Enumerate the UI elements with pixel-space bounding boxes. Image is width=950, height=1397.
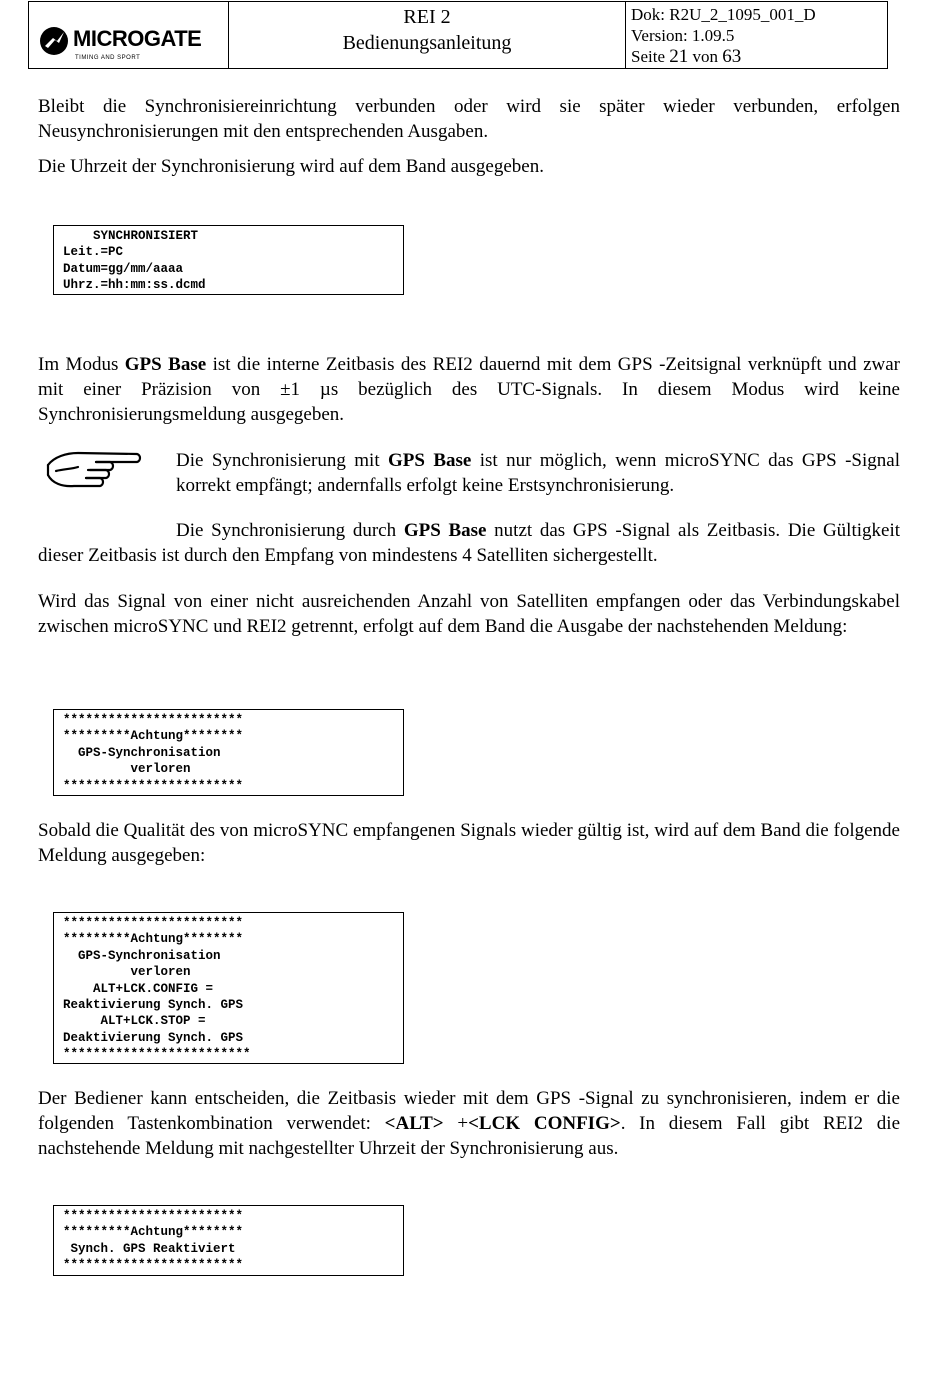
- microgate-logo-icon: [39, 26, 69, 56]
- output-line: *********Achtung********: [63, 1225, 244, 1240]
- note-gps-base-requirement: [176, 448, 900, 498]
- output-box-reactivation-options: [53, 912, 404, 1064]
- pointing-hand-icon: [44, 447, 142, 493]
- text-bold: GPS Base: [387, 450, 472, 471]
- page-total: 63: [722, 46, 742, 67]
- output-line: ALT+LCK.CONFIG =: [63, 981, 214, 996]
- text-run: Im Modus: [38, 354, 125, 375]
- output-line: verloren: [63, 762, 191, 777]
- output-box-reactivated: [53, 1205, 404, 1276]
- output-line: Deaktivierung Synch. GPS: [63, 1030, 244, 1045]
- page-prefix: Seite: [631, 47, 670, 66]
- text-bold: GPS Base: [403, 520, 487, 541]
- title-document: Bedienungsanleitung: [342, 32, 512, 54]
- text-bold: <LCK CONFIG>: [468, 1113, 621, 1134]
- output-line: ************************: [63, 713, 244, 727]
- output-line: ************************: [63, 1209, 244, 1223]
- output-line: GPS-Synchronisation: [63, 948, 221, 963]
- output-line: verloren: [63, 965, 191, 980]
- text-run: . In diesem Fall gibt REI2 die nachstehende Meldung mit nachgestellter Uhrzeit der Synchronisierung aus.: [38, 1113, 901, 1159]
- output-line: *********Achtung********: [63, 932, 244, 947]
- output-line: Leit.=PC: [63, 245, 124, 260]
- header-title: [229, 2, 626, 68]
- text-run: +: [443, 1113, 469, 1134]
- header-meta: [626, 2, 887, 68]
- paragraph-signal-lost: Wird das Signal von einer nicht ausreichenden Anzahl von Satelliten empfangen oder das Verbindungskabel zwischen microSYNC und REI2 getrennt, erfolgt auf dem Band die Ausgabe der nachstehenden Meldung:: [38, 591, 900, 637]
- page-indicator: [631, 46, 887, 67]
- text-bold: GPS Base: [124, 354, 207, 375]
- output-line: *************************: [63, 1047, 251, 1062]
- text-run: ist die interne Zeitbasis des REI2 dauernd mit dem GPS -Zeitsignal verknüpft und zwar mit einer Präzision von ±1 µs bezüglich des UTC-Signals. In diesem Modus wird keine Synchronisierungsmeldung ausgegeben.: [38, 354, 900, 425]
- output-line: Datum=gg/mm/aaaa: [63, 261, 184, 276]
- paragraph-gps-base-mode: [38, 352, 900, 427]
- logo-cell: [29, 2, 229, 68]
- page-number: 21: [669, 46, 689, 67]
- paragraph-key-combination: [38, 1086, 900, 1161]
- page-mid: von: [688, 47, 723, 66]
- output-line: ************************: [63, 1258, 244, 1273]
- output-line: Reaktivierung Synch. GPS: [63, 998, 244, 1013]
- paragraph-sync-time: Die Uhrzeit der Synchronisierung wird auf dem Band ausgegeben.: [38, 156, 544, 177]
- output-box-sync-lost: [53, 709, 404, 796]
- text-run: Der Bediener kann entscheiden, die Zeitbasis wieder mit dem GPS -Signal zu synchronisieren, indem er die folgenden Tastenkombination verwendet:: [38, 1088, 900, 1134]
- output-line: GPS-Synchronisation: [63, 745, 221, 760]
- paragraph-signal-valid-again: Sobald die Qualität des von microSYNC empfangenen Signals wieder gültig ist, wird auf dem Band die folgende Meldung ausgegeben:: [38, 820, 900, 866]
- doc-version: Version: 1.09.5: [631, 26, 735, 45]
- output-line: ************************: [63, 916, 244, 930]
- text-run: Die Synchronisierung durch: [176, 520, 404, 541]
- paragraph-gps-timebase: [38, 518, 900, 568]
- paragraph-resync: Bleibt die Synchronisiereinrichtung verbunden oder wird sie später wieder verbunden, erfolgen Neusynchronisierungen mit den entsprechenden Ausgaben.: [38, 96, 900, 142]
- output-line: ************************: [63, 778, 244, 793]
- text-run: ist nur möglich, wenn microSYNC das GPS -Signal korrekt empfängt; andernfalls erfolgt keine Erstsynchronisierung.: [176, 450, 900, 496]
- document-header: [28, 1, 888, 69]
- logo-subtext: TIMING AND SPORT: [75, 55, 141, 61]
- output-line: *********Achtung********: [63, 729, 244, 744]
- output-line: SYNCHRONISIERT: [63, 229, 199, 243]
- text-bold: <ALT>: [384, 1113, 444, 1134]
- text-run: Die Synchronisierung mit: [176, 450, 388, 471]
- doc-id: Dok: R2U_2_1095_001_D: [631, 5, 816, 24]
- logo-text: MICROGATE: [73, 26, 202, 51]
- output-line: Uhrz.=hh:mm:ss.dcmd: [63, 278, 206, 293]
- output-line: ALT+LCK.STOP =: [63, 1014, 206, 1029]
- title-product: REI 2: [403, 6, 451, 28]
- output-line: Synch. GPS Reaktiviert: [63, 1241, 236, 1256]
- text-run: nutzt das GPS -Signal als Zeitbasis. Die Gültigkeit dieser Zeitbasis ist durch den Empfang von mindestens 4 Satelliten sichergestellt.: [38, 520, 901, 566]
- output-box-synchronized: [53, 225, 404, 295]
